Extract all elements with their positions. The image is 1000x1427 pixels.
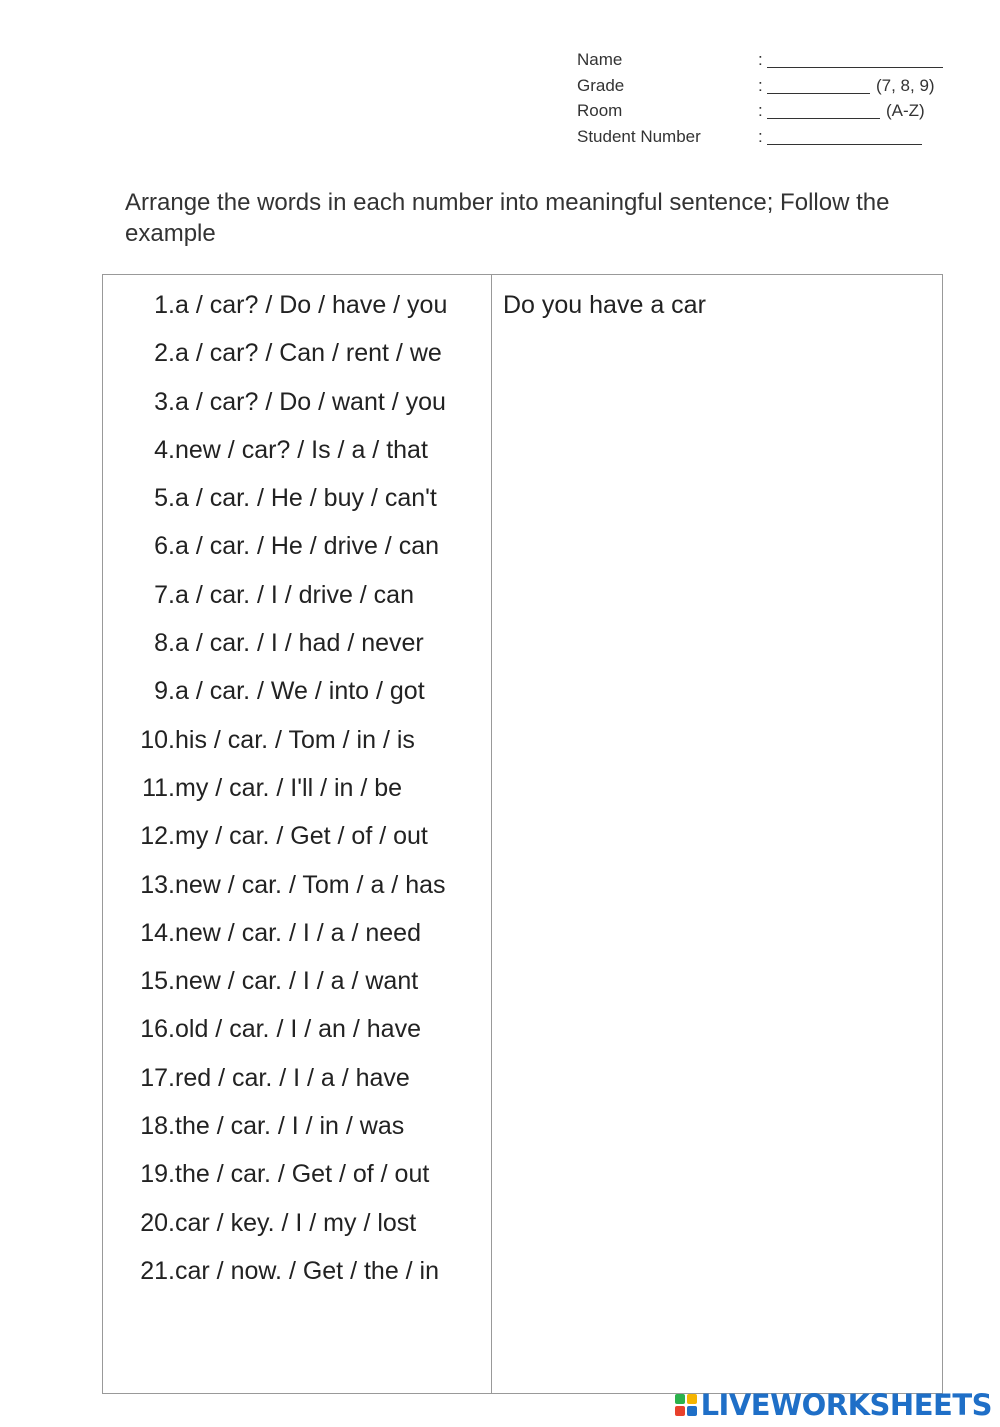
student-info-header — [577, 50, 957, 152]
item-words: a / car. / I / had / never — [175, 629, 424, 658]
item-number: 18. — [140, 1112, 175, 1141]
list-item — [103, 378, 491, 426]
item-number: 4. — [154, 435, 175, 464]
item-words: new / car. / Tom / a / has — [175, 870, 446, 899]
grade-hint: (7, 8, 9) — [876, 75, 935, 95]
list-item — [103, 571, 491, 619]
item-number: 8. — [154, 629, 175, 658]
example-answer: Do you have a car — [503, 291, 706, 319]
room-blank[interactable] — [767, 118, 880, 119]
list-item — [103, 812, 491, 860]
list-item — [103, 474, 491, 522]
name-blank[interactable] — [767, 67, 943, 68]
student-number-blank[interactable] — [767, 144, 922, 145]
item-words: new / car? / Is / a / that — [175, 435, 428, 464]
list-item — [103, 522, 491, 570]
item-number: 2. — [154, 339, 175, 368]
item-words: a / car. / He / buy / can't — [175, 484, 437, 513]
list-item — [103, 957, 491, 1005]
item-number: 3. — [154, 387, 175, 416]
list-item — [103, 1247, 491, 1295]
item-number: 14. — [140, 918, 175, 947]
column-divider — [491, 275, 492, 1393]
item-words: the / car. / Get / of / out — [175, 1160, 430, 1189]
item-number: 13. — [140, 870, 175, 899]
brand-name: LIVEWORKSHEETS — [700, 1388, 992, 1422]
list-item — [103, 764, 491, 812]
grade-label: Grade — [577, 75, 625, 95]
list-item — [103, 1005, 491, 1053]
item-number: 12. — [140, 822, 175, 851]
item-number: 16. — [140, 1015, 175, 1044]
student-number-field — [577, 127, 957, 153]
list-item — [103, 909, 491, 957]
list-item — [103, 1054, 491, 1102]
item-words: car / key. / I / my / lost — [175, 1208, 417, 1237]
room-field — [577, 101, 957, 127]
liveworksheets-branding[interactable] — [675, 1389, 992, 1421]
list-item — [103, 1102, 491, 1150]
item-words: the / car. / I / in / was — [175, 1112, 405, 1141]
item-words: red / car. / I / a / have — [175, 1063, 410, 1092]
list-item — [103, 329, 491, 377]
item-words: new / car. / I / a / need — [175, 918, 421, 947]
item-number: 5. — [154, 484, 175, 513]
scrambled-words-list — [103, 281, 491, 1295]
item-words: car / now. / Get / the / in — [175, 1256, 440, 1285]
list-item — [103, 619, 491, 667]
item-words: a / car. / I / drive / can — [175, 580, 414, 609]
item-words: my / car. / Get / of / out — [175, 822, 428, 851]
list-item — [103, 426, 491, 474]
list-item — [103, 1150, 491, 1198]
item-number: 20. — [140, 1208, 175, 1237]
list-item — [103, 861, 491, 909]
item-number: 6. — [154, 532, 175, 561]
room-label: Room — [577, 101, 623, 120]
room-hint: (A-Z) — [886, 101, 925, 120]
item-words: a / car? / Do / have / you — [175, 291, 448, 319]
list-item — [103, 281, 491, 329]
grade-blank[interactable] — [767, 93, 870, 94]
item-number: 1. — [154, 291, 175, 319]
name-colon: : — [758, 50, 763, 69]
item-number: 7. — [154, 580, 175, 609]
item-number: 17. — [140, 1063, 175, 1092]
item-number: 15. — [140, 967, 175, 996]
item-words: a / car? / Can / rent / we — [175, 339, 442, 368]
exercise-table — [102, 274, 943, 1394]
liveworksheets-logo-icon — [675, 1394, 697, 1416]
name-label: Name — [577, 50, 623, 69]
list-item — [103, 1199, 491, 1247]
item-number: 9. — [154, 677, 175, 706]
student-number-label: Student Number — [577, 126, 701, 146]
item-number: 10. — [140, 725, 175, 754]
item-words: my / car. / I'll / in / be — [175, 773, 403, 802]
room-colon: : — [758, 101, 763, 120]
item-words: a / car? / Do / want / you — [175, 387, 446, 416]
item-words: a / car. / He / drive / can — [175, 532, 440, 561]
item-words: new / car. / I / a / want — [175, 967, 419, 996]
grade-field — [577, 76, 957, 102]
list-item — [103, 716, 491, 764]
item-words: his / car. / Tom / in / is — [175, 725, 415, 754]
item-words: a / car. / We / into / got — [175, 677, 425, 706]
item-number: 11. — [142, 773, 175, 802]
item-number: 19. — [140, 1160, 175, 1189]
name-field — [577, 50, 957, 76]
instruction-text: Arrange the words in each number into meaningful sentence; Follow the example — [125, 189, 890, 247]
item-number: 21. — [140, 1256, 175, 1285]
item-words: old / car. / I / an / have — [175, 1015, 421, 1044]
list-item — [103, 667, 491, 715]
grade-colon: : — [758, 75, 763, 95]
student-number-colon: : — [758, 126, 763, 146]
